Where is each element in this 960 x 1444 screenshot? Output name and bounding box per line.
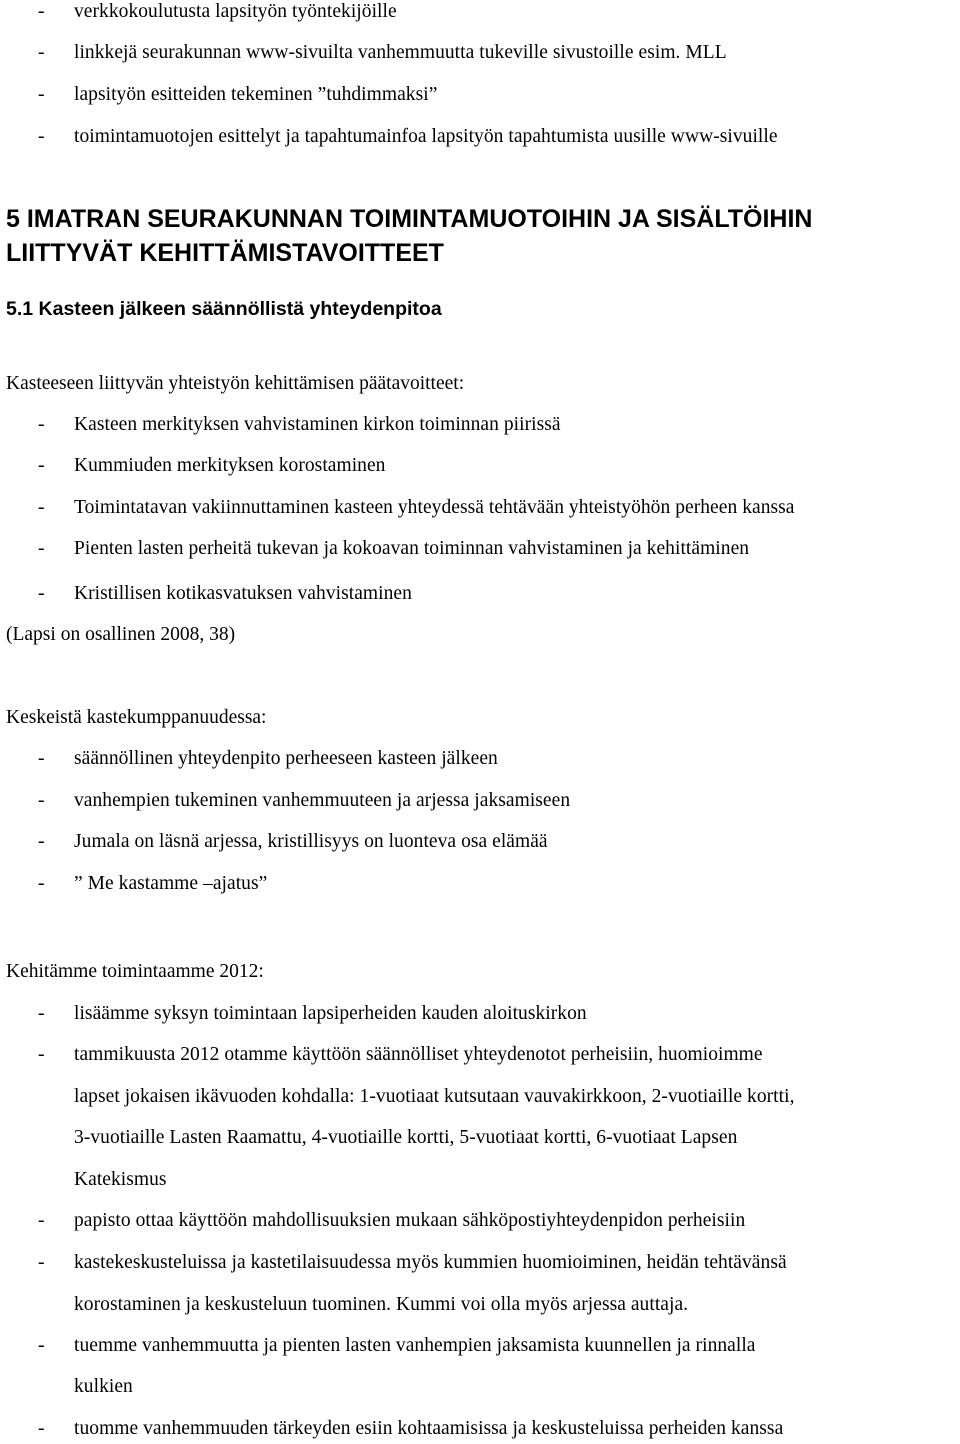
list-dash: - bbox=[38, 1, 45, 22]
list-item-text: kulkien bbox=[74, 1376, 133, 1397]
list-item-text: Kummiuden merkityksen korostaminen bbox=[74, 455, 386, 476]
list-item-text: Toimintatavan vakiinnuttaminen kasteen yhteydessä tehtävään yhteistyöhön perheen kanssa bbox=[74, 497, 795, 518]
list-dash: - bbox=[38, 1044, 45, 1065]
list-dash: - bbox=[38, 1418, 45, 1439]
partnership-intro: Keskeistä kastekumppanuudessa: bbox=[6, 707, 267, 728]
list-item-text: Kristillisen kotikasvatuksen vahvistaminen bbox=[74, 583, 412, 604]
list-dash: - bbox=[38, 583, 45, 604]
subsection-heading: 5.1 Kasteen jälkeen säännöllistä yhteydenpitoa bbox=[6, 298, 442, 320]
list-item-text: Kasteen merkityksen vahvistaminen kirkon toiminnan piirissä bbox=[74, 414, 561, 435]
section-heading-line-1: 5 IMATRAN SEURAKUNNAN TOIMINTAMUOTOIHIN JA SISÄLTÖIHIN bbox=[6, 205, 813, 233]
development-intro: Kehitämme toimintaamme 2012: bbox=[6, 961, 264, 982]
list-dash: - bbox=[38, 1003, 45, 1024]
list-dash: - bbox=[38, 414, 45, 435]
list-item-text: tuomme vanhemmuuden tärkeyden esiin kohtaamisissa ja keskusteluissa perheiden kanssa bbox=[74, 1418, 784, 1439]
list-dash: - bbox=[38, 748, 45, 769]
list-item-text: papisto ottaa käyttöön mahdollisuuksien mukaan sähköpostiyhteydenpidon perheisiin bbox=[74, 1210, 746, 1231]
list-item-text: lapsityön esitteiden tekeminen ”tuhdimmaksi” bbox=[74, 84, 438, 105]
list-item-text: Pienten lasten perheitä tukevan ja kokoavan toiminnan vahvistaminen ja kehittäminen bbox=[74, 538, 750, 559]
list-item-text: linkkejä seurakunnan www-sivuilta vanhemmuutta tukeville sivustoille esim. MLL bbox=[74, 42, 727, 63]
list-dash: - bbox=[38, 497, 45, 518]
list-item-text: kastekeskusteluissa ja kastetilaisuudessa myös kummien huomioiminen, heidän tehtävänsä bbox=[74, 1252, 787, 1273]
list-dash: - bbox=[38, 1335, 45, 1356]
list-dash: - bbox=[38, 790, 45, 811]
list-item-text: ” Me kastamme –ajatus” bbox=[74, 873, 268, 894]
list-dash: - bbox=[38, 455, 45, 476]
source-citation: (Lapsi on osallinen 2008, 38) bbox=[6, 624, 236, 645]
list-item-text: tuemme vanhemmuutta ja pienten lasten vanhempien jaksamista kuunnellen ja rinnalla bbox=[74, 1335, 756, 1356]
list-item-text: lapset jokaisen ikävuoden kohdalla: 1-vuotiaat kutsutaan vauvakirkkoon, 2-vuotiaille kortti, bbox=[74, 1086, 795, 1107]
goals-intro: Kasteeseen liittyvän yhteistyön kehittämisen päätavoitteet: bbox=[6, 373, 465, 394]
list-dash: - bbox=[38, 831, 45, 852]
list-dash: - bbox=[38, 538, 45, 559]
list-dash: - bbox=[38, 1210, 45, 1231]
list-item-text: tammikuusta 2012 otamme käyttöön säännölliset yhteydenotot perheisiin, huomioimme bbox=[74, 1044, 763, 1065]
list-item-text: korostaminen ja keskusteluun tuominen. Kummi voi olla myös arjessa auttaja. bbox=[74, 1294, 689, 1315]
list-item-text: 3-vuotiaille Lasten Raamattu, 4-vuotiaille kortti, 5-vuotiaat kortti, 6-vuotiaat Lapsen bbox=[74, 1127, 738, 1148]
list-dash: - bbox=[38, 1252, 45, 1273]
list-dash: - bbox=[38, 84, 45, 105]
list-dash: - bbox=[38, 42, 45, 63]
list-item-text: lisäämme syksyn toimintaan lapsiperheiden kauden aloituskirkon bbox=[74, 1003, 587, 1024]
list-dash: - bbox=[38, 126, 45, 147]
list-item-text: verkkokoulutusta lapsityön työntekijöille bbox=[74, 1, 397, 22]
list-item-text: säännöllinen yhteydenpito perheeseen kasteen jälkeen bbox=[74, 748, 498, 769]
list-item-text: Katekismus bbox=[74, 1169, 167, 1190]
list-dash: - bbox=[38, 873, 45, 894]
list-item-text: vanhempien tukeminen vanhemmuuteen ja arjessa jaksamiseen bbox=[74, 790, 571, 811]
section-heading-line-2: LIITTYVÄT KEHITTÄMISTAVOITTEET bbox=[6, 239, 444, 267]
list-item-text: toimintamuotojen esittelyt ja tapahtumainfoa lapsityön tapahtumista uusille www-sivuille bbox=[74, 126, 778, 147]
list-item-text: Jumala on läsnä arjessa, kristillisyys on luonteva osa elämää bbox=[74, 831, 548, 852]
